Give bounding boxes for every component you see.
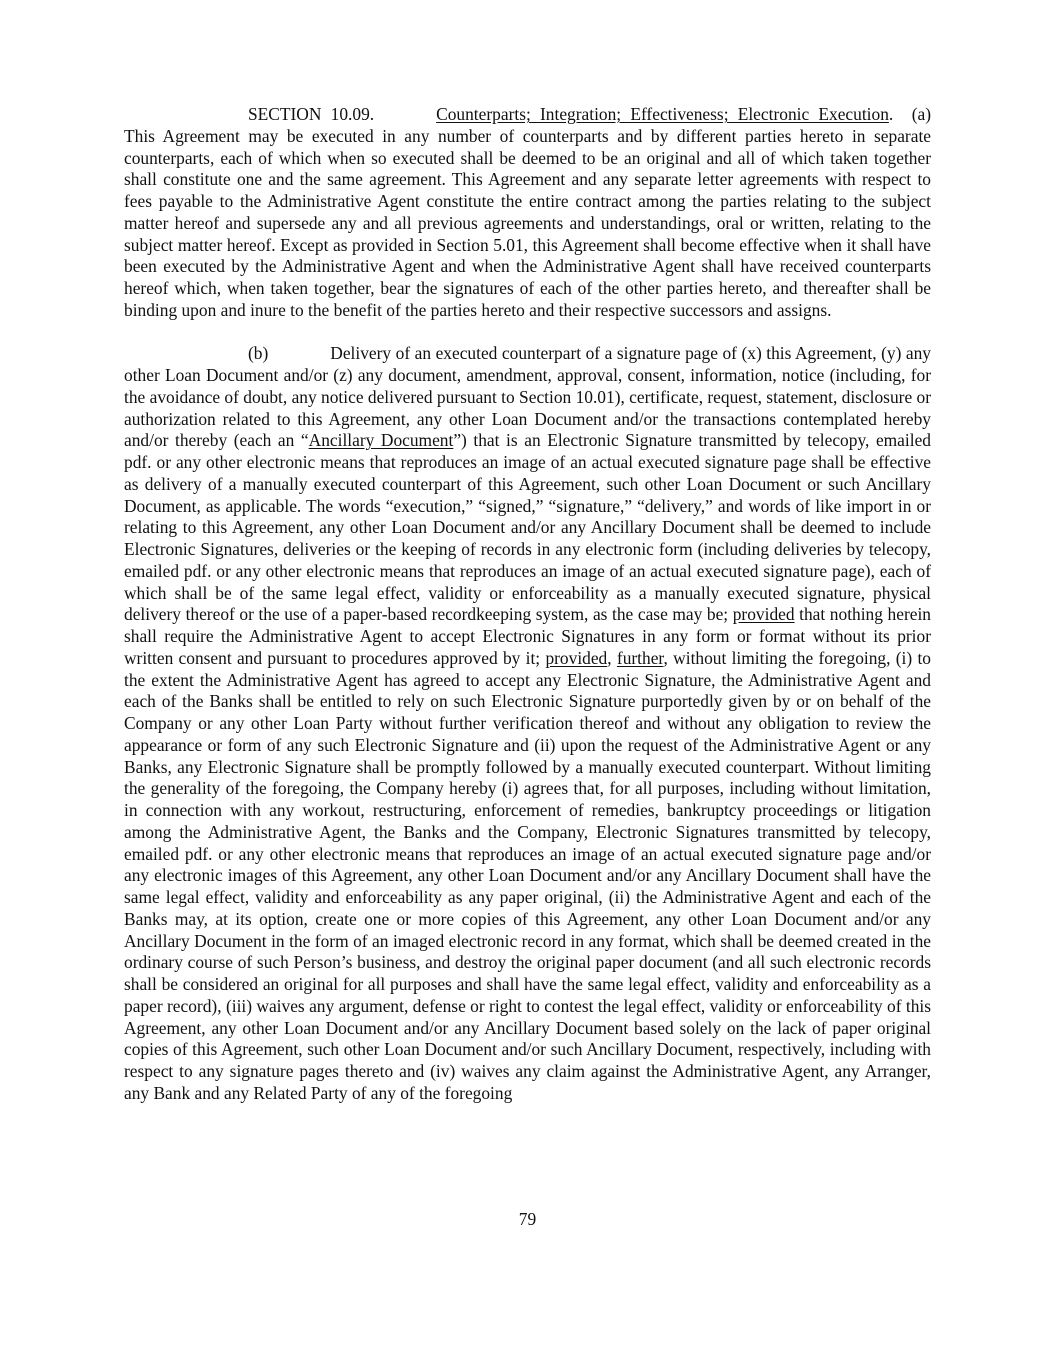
paragraph-b-text-1: Delivery of an executed counterpart of a signature page of (x) this Agreement, (y) any other Loan Document and/or (z) any document, amendment, approval, consent, information, notice (including, for the avoidance of doubt, any notice delivered pursuant to Section 10.01), certificate, request, statement, disclosure or authorization related to this Agreement, any other Loan Document and/or the transactions contemplated hereby and/or thereby (each an “ bbox=[124, 343, 931, 451]
paragraph-b-text-2: ”) that is an Electronic Signature transmitted by telecopy, emailed pdf. or any other electronic means that reproduces an image of an actual executed signature page shall be effective as delivery of a manually executed counterpart of this Agreement, such other Loan Document or such Ancillary Document, as applicable. The words “execution,” “signed,” “signature,” “delivery,” and words of like import in or relating to this Agreement, any other Loan Document and/or any Ancillary Document shall be deemed to include Electronic Signatures, deliveries or the keeping of records in any electronic form (including deliveries by telecopy, emailed pdf. or any other electronic means that reproduces an image of an actual executed signature page), each of which shall be of the same legal effect, validity or enforceability as a manually executed signature, physical delivery thereof or the use of a paper-based recordkeeping system, as the case may be; bbox=[124, 430, 931, 625]
paragraph-a-text: This Agreement may be executed in any number of counterparts and by different parties hereto in separate counterparts, each of which when so executed shall be deemed to be an original and all of which taken together shall constitute one and the same agreement. This Agreement and any separate letter agreements with respect to fees payable to the Administrative Agent constitute the entire contract among the parties relating to the subject matter hereof and supersede any and all previous agreements and understandings, oral or written, relating to the subject matter hereof. Except as provided in Section 5.01, this Agreement shall become effective when it shall have been executed by the Administrative Agent and when the Administrative Agent shall have received counterparts hereof which, when taken together, bear the signatures of each of the other parties hereto, and thereafter shall be binding upon and inure to the benefit of the parties hereto and their respective successors and assigns. bbox=[124, 125, 931, 320]
section-number: SECTION 10.09. bbox=[248, 104, 375, 124]
comma-separator: , bbox=[607, 647, 617, 668]
defined-term-ancillary-document: Ancillary Document bbox=[308, 430, 454, 451]
paragraph-a: SECTION 10.09. Counterparts; Integration; Effectiveness; Electronic Execution. (a) This Agreement may be executed in any number of counterparts and by different parties hereto in separate counterparts, each of which when so executed shall be deemed to be an original and all of which taken together shall constitute one and the same agreement. This Agreement and any separate letter agreements with respect to fees payable to the Administrative Agent constitute the entire contract among the parties relating to the subject matter hereof and supersede any and all previous agreements and understandings, oral or written, relating to the subject matter hereof. Except as provided in Section 5.01, this Agreement shall become effective when it shall have been executed by the Administrative Agent and when the Administrative Agent shall have received counterparts hereof which, when taken together, bear the signatures of each of the other parties hereto, and thereafter shall be binding upon and inure to the benefit of the parties hereto and their respective successors and assigns. bbox=[124, 104, 931, 320]
section-title: Counterparts; Integration; Effectiveness; Electronic Execution bbox=[436, 104, 889, 124]
paragraph-b bbox=[124, 343, 931, 1104]
provided-term-2: provided bbox=[545, 647, 608, 668]
section-body bbox=[124, 104, 931, 1105]
provided-term: provided bbox=[732, 604, 795, 625]
paragraph-b-text-3: that nothing herein shall require the Administrative Agent to accept Electronic Signatures in any form or format without its prior written consent and pursuant to procedures approved by it; bbox=[124, 604, 931, 668]
paragraph-a-marker: (a) bbox=[911, 104, 931, 124]
paragraph-b-marker: (b) bbox=[248, 343, 269, 364]
page-number: 79 bbox=[518, 1209, 537, 1229]
further-term: further bbox=[616, 647, 664, 668]
paragraph-b-text-4: , without limiting the foregoing, (i) to the extent the Administrative Agent has agreed to accept any Electronic Signature, the Administrative Agent and each of the Banks shall be entitled to rely on such Electronic Signature purportedly given by or on behalf of the Company or any other Loan Party without further verification thereof and without any obligation to review the appearance or form of any such Electronic Signature and (ii) upon the request of the Administrative Agent or any Banks, any Electronic Signature shall be promptly followed by a manually executed counterpart. Without limiting the generality of the foregoing, the Company hereby (i) agrees that, for all purposes, including without limitation, in connection with any workout, restructuring, enforcement of remedies, bankruptcy proceedings or litigation among the Administrative Agent, the Banks and the Company, Electronic Signatures transmitted by telecopy, emailed pdf. or any other electronic means that reproduces an image of an actual executed signature page and/or any electronic images of this Agreement, any other Loan Document and/or any Ancillary Document shall have the same legal effect, validity and enforceability as any paper original, (ii) the Administrative Agent and each of the Banks may, at its option, create one or more copies of this Agreement, any other Loan Document and/or any Ancillary Document in the form of an imaged electronic record in any format, which shall be deemed created in the ordinary course of such Person’s business, and destroy the original paper document (and all such electronic records shall be considered an original for all purposes and shall have the same legal effect, validity and enforceability as a paper record), (iii) waives any argument, defense or right to contest the legal effect, validity or enforceability of this Agreement, any other Loan Document and/or any Ancillary Document based solely on the lack of paper original copies of this Agreement, such other Loan Document and/or such Ancillary Document, respectively, including with respect to any signature pages thereto and (iv) waives any claim against the Administrative Agent, any Arranger, any Bank and any Related Party of any of the foregoing bbox=[124, 647, 931, 1103]
